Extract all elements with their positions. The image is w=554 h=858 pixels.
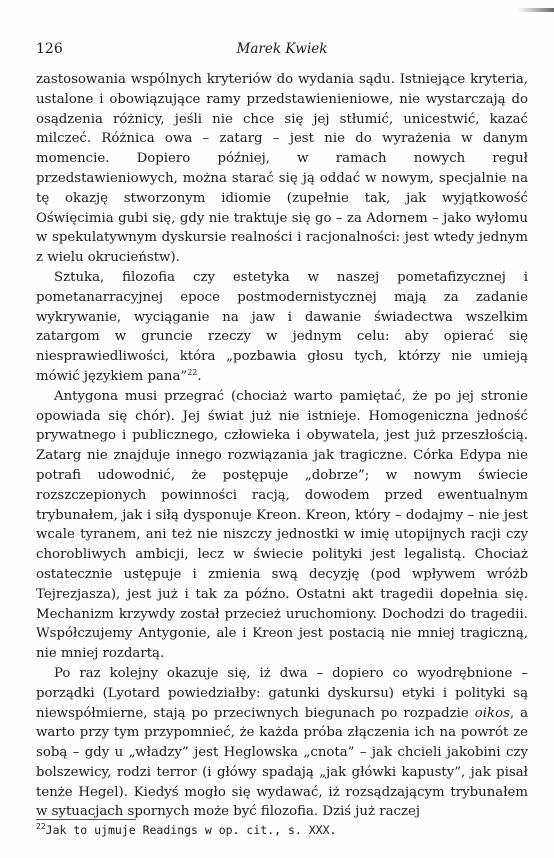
page-number: 126 [36, 41, 63, 57]
footnote-text: Jak to ujmuje Readings w op. cit., s. XXX. [45, 823, 337, 837]
footnote-divider [36, 819, 136, 820]
running-head-author: Marek Kwiek [236, 41, 328, 57]
page-header [36, 41, 528, 61]
paragraph-2 [36, 268, 528, 387]
paragraph-4-text-start: Po raz kolejny okazuje się, iż dwa – dopiero co wyodrębnione – porządki (Lyotard powiedziałby: gatunki dyskursu) etyki i polityki są niewspółmierne, stają po przeciwnych biegunach po rozpadzie [36, 665, 528, 721]
paragraph-3 [36, 387, 528, 664]
paragraph-4 [36, 664, 528, 822]
paragraph-2-text: Sztuka, filozofia czy estetyka w naszej pometafizycznej i pometanarracyjnej epoce postmodernistycznej mają za zadanie wykrywanie, wyciąganie na jaw i dawanie świadectwa wszelkim zatargom w gruncie rzeczy w jednym celu: aby opierać się niesprawiedliwości, która „pozbawia głosu tych, którzy nie umieją mówić językiem pana” [36, 269, 528, 384]
paragraph-2-end: . [197, 368, 202, 384]
page-edge-shadow [518, 8, 554, 12]
paragraph-1 [36, 70, 528, 268]
paragraph-1-text: zastosowania wspólnych kryteriów do wydania sądu. Istniejące kryteria, ustalone i obowiązujące ramy przedstawienieniowe, nie wystarczają do osądzenia różnicy, jeśli nie chce się jej stłumić, unicestwić, kazać milczeć. Różnica owa – zatarg – jest nie do wyrażenia w danym momencie. Dopiero później, w ramach nowych reguł przedstawieniowych, można starać się ją oddać w nowym, specjalnie na tę okazję stworzonym idiomie (zupełnie tak, jak wyjątkowość Oświęcimia gubi się, gdy nie traktuje się go – za Adornem – jako wyłomu w spekulatywnym dyskursie realności i racjonalności: jest wtedy jednym z wielu okrucieństw). [36, 72, 528, 266]
footnote-number: 22 [36, 822, 46, 831]
footnote [36, 823, 528, 838]
paragraph-4-text-end: , a warto przy tym przypomnieć, że każda próba złączenia ich na powrót ze sobą – gdy u „władzy” jest Heglowska „cnota” – jak chcieli jakobini czy bolszewicy, rodzi terror (i główy spadają „jak główki kapusty”, jak pisał tenże Hegel). Kiedyś mogło się wydawać, iż rozsądzającym trybunałem w sytuacjach spornych może być filozofia. Dziś już raczej [36, 705, 528, 820]
footnote-reference: 22 [187, 367, 198, 377]
body-text [36, 70, 528, 822]
paragraph-4-italic-term: oikos [474, 705, 510, 721]
paragraph-3-text: Antygona musi przegrać (chociaż warto pamiętać, że po jej stronie opowiada się chór). Jej świat już nie istnieje. Homogeniczna jedność prywatnego i publicznego, człowieka i obywatela, jest już przeszłością. Zatarg nie znajduje innego rozwiązania jak tragiczne. Córka Edypa nie potrafi udowodnić, że postępuje „dobrze”; w nowym świecie rozszczepionych powinności racją, dowodem przed ewentualnym trybunałem, jak i siłą dysponuje Kreon. Kreon, który – dodajmy – nie jest wcale tyranem, ani też nie niszczy jednostki w imię utopijnych racji czy chorobliwych ambicji, lecz w świecie polityki jest legalistą. Chociaż ostatecznie ustępuje i zmienia swą decyzję (pod wpływem wróżb Tejrezjasza), jest już i tak za późno. Ostatni akt tragedii dopełnia się. Mechanizm krzywdy został przecież uruchomiony. Dochodzi do tragedii. Współczujemy Antygonie, ale i Kreon jest postacią nie mniej tragiczną, nie mniej rozdartą. [36, 388, 528, 662]
